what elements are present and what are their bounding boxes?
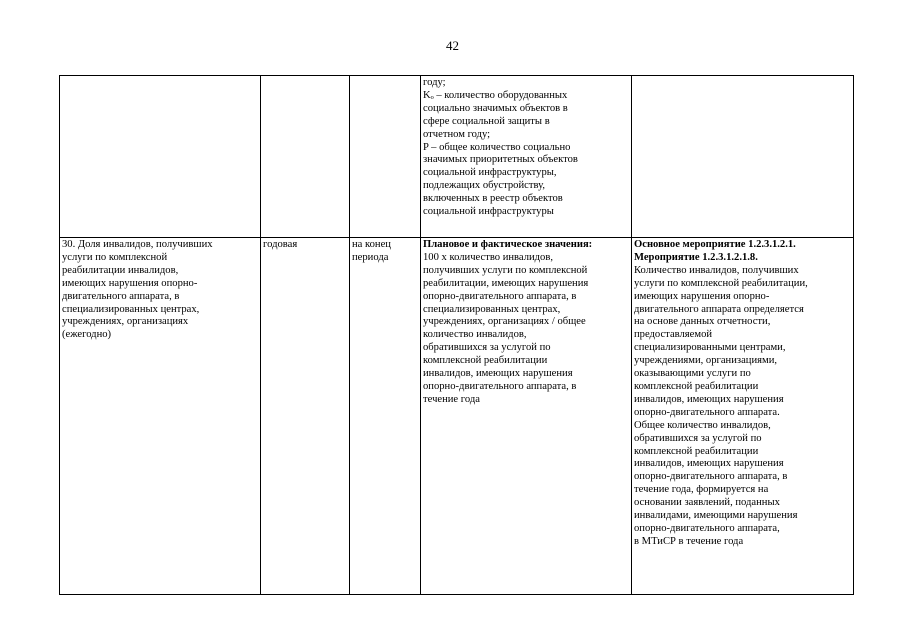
text-line: инвалидов, имеющих нарушения	[423, 368, 573, 380]
text-line: комплексной реабилитации	[634, 380, 759, 392]
text-line: году;	[423, 77, 446, 88]
text-line: включенных в реестр объектов	[423, 193, 563, 205]
text-line: социальной инфраструктуры,	[423, 167, 557, 179]
text-line: комплексной реабилитации	[423, 355, 548, 367]
text-line: количество инвалидов,	[423, 329, 527, 341]
text-line: предоставляемой	[634, 329, 713, 341]
source-cell	[632, 238, 854, 595]
text-line: специализированными центрами,	[634, 342, 786, 354]
text-line: опорно-двигательного аппарата,	[634, 522, 780, 534]
text-line: имеющих нарушения опорно-	[62, 277, 198, 289]
text-line: опорно-двигательного аппарата, в	[634, 471, 788, 483]
formula-cell	[421, 76, 632, 238]
time-cell	[350, 76, 421, 238]
text-line: 100 х количество инвалидов,	[423, 251, 553, 263]
text-line: отчетном году;	[423, 128, 491, 140]
indicator-cell	[60, 76, 261, 238]
text-line: имеющих нарушения опорно-	[634, 290, 770, 302]
text-line: основании заявлений, поданных	[634, 497, 780, 509]
formula-heading: Плановое и фактическое значения:	[423, 239, 593, 250]
text-line: инвалидами, имеющими нарушения	[634, 510, 798, 522]
indicator-table	[59, 75, 854, 595]
source-text	[634, 265, 851, 549]
text-line: двигательного аппарата, в	[62, 290, 180, 302]
source-heading-main: Основное мероприятие 1.2.3.1.2.1.	[634, 239, 796, 250]
text-line: инвалидов, имеющих нарушения	[634, 393, 784, 405]
text-line: обратившихся за услугой по	[423, 342, 551, 354]
indicator-name	[62, 239, 258, 342]
text-line: Общее количество инвалидов,	[634, 419, 771, 431]
time-cell	[350, 238, 421, 595]
time-value	[352, 239, 418, 265]
formula-text	[423, 252, 629, 407]
text-line: социально значимых объектов в	[423, 102, 568, 114]
periodicity-cell	[261, 76, 350, 238]
text-line: услуги по комплексной реабилитации,	[634, 277, 808, 289]
text-line: реабилитации, имеющих нарушения	[423, 277, 589, 289]
text-line: оказывающими услуги по	[634, 368, 751, 380]
text-line: на конец	[352, 239, 391, 250]
text-line: в МТиСР в течение года	[634, 535, 744, 547]
text-line: опорно-двигательного аппарата.	[634, 406, 780, 418]
text-line: реабилитации инвалидов,	[62, 264, 179, 276]
text-line: получивших услуги по комплексной	[423, 264, 588, 276]
text-line: опорно-двигательного аппарата, в	[423, 290, 577, 302]
text-line: учреждениях, организациях	[62, 316, 189, 328]
text-line: периода	[352, 251, 389, 263]
indicator-cell	[60, 238, 261, 595]
text-line: P – общее количество социально	[423, 141, 571, 153]
text-line: услуги по комплексной	[62, 251, 168, 263]
text-line: специализированных центрах,	[423, 303, 561, 315]
page-number: 42	[446, 38, 459, 53]
text-line: специализированных центрах,	[62, 303, 200, 315]
text-line: опорно-двигательного аппарата, в	[423, 380, 577, 392]
source-heading-sub: Мероприятие 1.2.3.1.2.1.8.	[634, 251, 758, 263]
text-line: сфере социальной защиты в	[423, 115, 550, 127]
table-row	[60, 76, 854, 238]
text-line: двигательного аппарата определяется	[634, 303, 804, 315]
text-line: инвалидов, имеющих нарушения	[634, 458, 784, 470]
text-line: Количество инвалидов, получивших	[634, 264, 799, 276]
source-cell	[632, 76, 854, 238]
text-line: значимых приоритетных объектов	[423, 154, 578, 166]
text-line: Kₒ – количество оборудованных	[423, 89, 568, 101]
table-row	[60, 238, 854, 595]
text-line: учреждениях, организациях / общее	[423, 316, 586, 328]
formula-cell	[421, 238, 632, 595]
text-line: течение года	[423, 393, 480, 405]
text-line: на основе данных отчетности,	[634, 316, 771, 328]
text-line: течение года, формируется на	[634, 484, 769, 496]
text-line: подлежащих обустройству,	[423, 180, 545, 192]
text-line: социальной инфраструктуры	[423, 206, 554, 218]
text-line: комплексной реабилитации	[634, 445, 759, 457]
periodicity-value: годовая	[263, 239, 298, 250]
text-line: (ежегодно)	[62, 329, 112, 341]
formula-text	[423, 77, 629, 219]
text-line: обратившихся за услугой по	[634, 432, 762, 444]
text-line: учреждениями, организациями,	[634, 355, 778, 367]
periodicity-cell	[261, 238, 350, 595]
text-line: 30. Доля инвалидов, получивших	[62, 239, 213, 250]
